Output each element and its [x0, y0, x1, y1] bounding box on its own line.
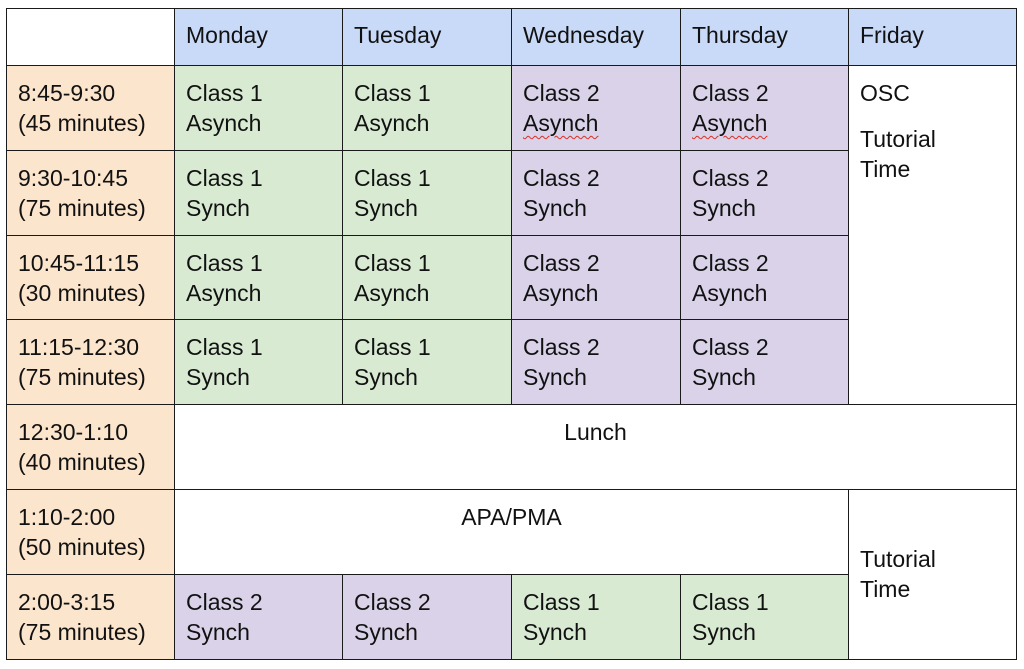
- class-mode-spellcheck: Asynch: [692, 110, 768, 136]
- friday-time: Time: [860, 156, 911, 182]
- class-name: Class 1: [354, 249, 431, 276]
- class-mode: Asynch: [523, 279, 599, 306]
- time-duration: (75 minutes): [18, 618, 146, 645]
- class-name: Class 2: [692, 80, 769, 106]
- class-cell-monday[interactable]: [175, 320, 343, 405]
- class-mode-line: [692, 108, 837, 138]
- class-mode: Synch: [354, 618, 418, 645]
- class-name: Class 1: [186, 80, 263, 106]
- time-range: 12:30-1:10: [18, 419, 128, 446]
- class-cell-tuesday[interactable]: [343, 66, 512, 151]
- day-header-thursday[interactable]: Thursday: [681, 9, 849, 66]
- class-mode: Synch: [186, 194, 250, 221]
- time-cell[interactable]: [7, 235, 175, 320]
- class-name: Class 2: [354, 588, 431, 615]
- class-name: Class 1: [523, 588, 600, 615]
- class-mode-spellcheck: Asynch: [523, 110, 599, 136]
- class-name: Class 2: [523, 80, 600, 106]
- class-mode: Synch: [692, 194, 756, 221]
- time-cell[interactable]: [7, 574, 175, 659]
- time-duration: (75 minutes): [18, 194, 146, 221]
- class-mode: Synch: [186, 618, 250, 645]
- class-name: Class 1: [186, 164, 263, 191]
- time-range: 11:15-12:30: [18, 334, 140, 361]
- time-duration: (50 minutes): [18, 533, 146, 560]
- class-name: Class 2: [523, 249, 600, 276]
- time-range: 1:10-2:00: [18, 503, 116, 530]
- class-mode: Synch: [692, 364, 756, 391]
- time-cell[interactable]: [7, 489, 175, 574]
- class-cell-tuesday[interactable]: [343, 320, 512, 405]
- class-mode: Synch: [523, 364, 587, 391]
- time-duration: (75 minutes): [18, 364, 146, 391]
- class-cell-thursday[interactable]: [681, 235, 849, 320]
- class-cell-tuesday[interactable]: [343, 150, 512, 235]
- friday-osc: OSC: [860, 80, 910, 106]
- class-cell-wednesday[interactable]: [512, 66, 681, 151]
- time-range: 9:30-10:45: [18, 164, 128, 191]
- time-duration: (30 minutes): [18, 279, 146, 306]
- time-cell[interactable]: [7, 405, 175, 490]
- day-header-tuesday[interactable]: Tuesday: [343, 9, 512, 66]
- class-name: Class 2: [523, 164, 600, 191]
- class-mode: Asynch: [692, 279, 768, 306]
- class-mode: Synch: [186, 364, 250, 391]
- time-duration: (45 minutes): [18, 110, 146, 136]
- class-mode: Asynch: [354, 110, 430, 136]
- friday-tutorial: Tutorial: [860, 546, 936, 573]
- friday-tutorial: Tutorial: [860, 126, 936, 152]
- table-row: [7, 66, 1017, 151]
- lunch-cell[interactable]: Lunch: [175, 405, 1017, 490]
- class-cell-thursday[interactable]: [681, 320, 849, 405]
- time-cell[interactable]: [7, 66, 175, 151]
- class-cell-monday[interactable]: [175, 66, 343, 151]
- time-duration: (40 minutes): [18, 449, 146, 476]
- class-mode-line: [523, 108, 669, 138]
- day-header-friday[interactable]: Friday: [849, 9, 1017, 66]
- class-name: Class 2: [523, 334, 600, 361]
- class-cell-monday[interactable]: [175, 235, 343, 320]
- time-range: 2:00-3:15: [18, 588, 116, 615]
- class-cell-tuesday[interactable]: [343, 574, 512, 659]
- class-name: Class 1: [354, 80, 431, 106]
- class-name: Class 1: [692, 588, 769, 615]
- class-cell-thursday[interactable]: [681, 150, 849, 235]
- class-cell-wednesday[interactable]: [512, 320, 681, 405]
- class-name: Class 1: [186, 249, 263, 276]
- class-mode: Synch: [523, 618, 587, 645]
- class-mode: Asynch: [186, 110, 262, 136]
- class-name: Class 2: [692, 334, 769, 361]
- class-mode: Synch: [354, 194, 418, 221]
- class-name: Class 2: [692, 164, 769, 191]
- class-cell-thursday[interactable]: [681, 574, 849, 659]
- class-mode: Asynch: [354, 279, 430, 306]
- friday-time: Time: [860, 576, 911, 603]
- day-header-monday[interactable]: Monday: [175, 9, 343, 66]
- time-cell[interactable]: [7, 320, 175, 405]
- class-mode: Synch: [692, 618, 756, 645]
- friday-afternoon-cell[interactable]: [849, 489, 1017, 659]
- table-row: [7, 489, 1017, 574]
- friday-morning-cell[interactable]: [849, 66, 1017, 405]
- class-cell-tuesday[interactable]: [343, 235, 512, 320]
- corner-cell[interactable]: [7, 9, 175, 66]
- table-row: [7, 405, 1017, 490]
- class-cell-wednesday[interactable]: [512, 574, 681, 659]
- class-mode: Asynch: [186, 279, 262, 306]
- class-cell-monday[interactable]: [175, 574, 343, 659]
- class-cell-monday[interactable]: [175, 150, 343, 235]
- class-mode: Synch: [523, 194, 587, 221]
- day-header-wednesday[interactable]: Wednesday: [512, 9, 681, 66]
- class-name: Class 1: [186, 334, 263, 361]
- class-name: Class 1: [354, 164, 431, 191]
- class-mode: Synch: [354, 364, 418, 391]
- class-name: Class 2: [186, 588, 263, 615]
- class-cell-wednesday[interactable]: [512, 150, 681, 235]
- apa-pma-cell[interactable]: APA/PMA: [175, 489, 849, 574]
- time-cell[interactable]: [7, 150, 175, 235]
- time-range: 10:45-11:15: [18, 249, 140, 276]
- class-name: Class 2: [692, 249, 769, 276]
- header-row: [7, 9, 1017, 66]
- class-name: Class 1: [354, 334, 431, 361]
- class-cell-wednesday[interactable]: [512, 235, 681, 320]
- time-range: 8:45-9:30: [18, 80, 116, 106]
- schedule-table: [6, 8, 1017, 660]
- class-cell-thursday[interactable]: [681, 66, 849, 151]
